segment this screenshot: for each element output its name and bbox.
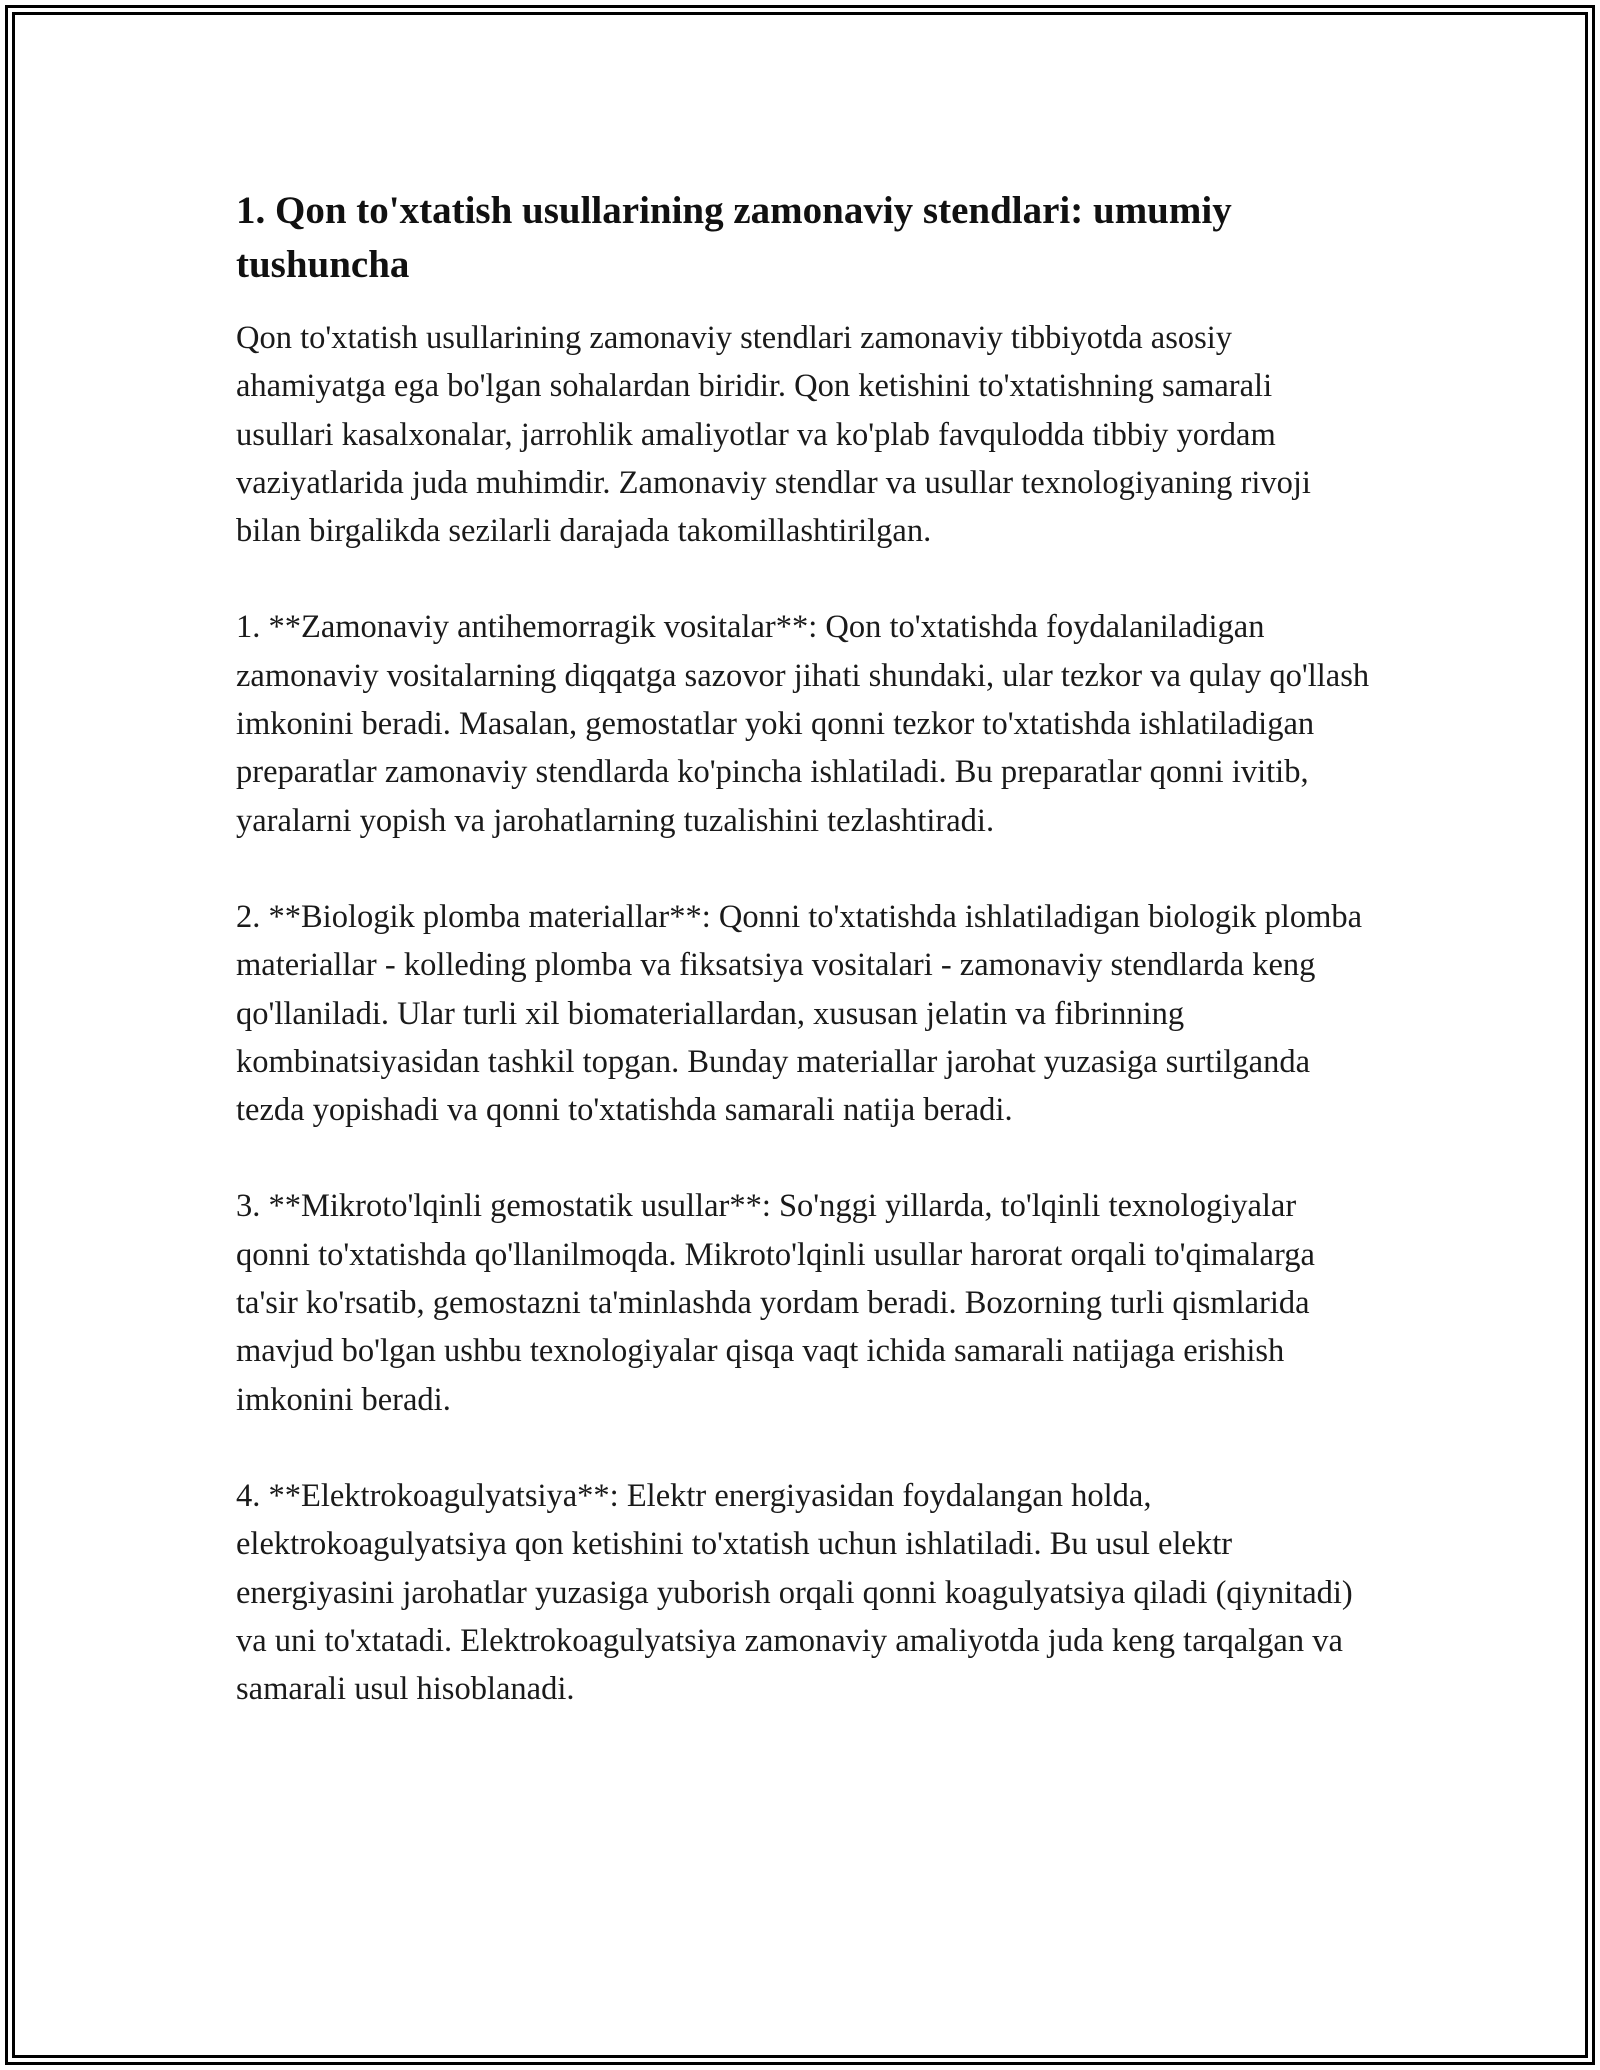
list-item-antihemorrhagic: 1. **Zamonaviy antihemorragik vositalar**: Qon to'xtatishda foydalaniladigan zamonaviy vositalarning diqqatga sazovor jihati shundaki, ular tezkor va qulay qo'llash imkonini beradi. Masalan, gemostatlar yoki qonni tezkor to'xtatishda ishlatiladigan preparatlar zamonaviy stendlarda ko'pincha ishlatiladi. Bu preparatlar qonni ivitib, yaralarni yopish va jarohatlarning tuzalishini tezlashtiradi. [236,609,1370,839]
section-heading: 1. Qon to'xtatish usullarining zamonaviy stendlari: umumiy tushuncha [236,189,1232,286]
intro-paragraph: Qon to'xtatish usullarining zamonaviy stendlari zamonaviy tibbiyotda asosiy ahamiyatga ega bo'lgan sohalardan biridir. Qon ketishini to'xtatishning samarali usullari kasalxonalar, jarrohlik amaliyotlar va ko'plab favqulodda tibbiy yordam vaziyatlarida juda muhimdir. Zamonaviy stendlar va usullar texnologiyaning rivoji bilan birgalikda sezilarli darajada takomillashtirilgan. [236,320,1311,550]
list-item-microwave: 3. **Mikroto'lqinli gemostatik usullar**: So'nggi yillarda, to'lqinli texnologiyalar qonni to'xtatishda qo'llanilmoqda. Mikroto'lqinli usullar harorat orqali to'qimalarga ta'sir ko'rsatib, gemostazni ta'minlashda yordam beradi. Bozorning turli qismlarida mavjud bo'lgan ushbu texnologiyalar qisqa vaqt ichida samarali natijaga erishish imkonini beradi. [236,1188,1315,1418]
list-item-electrocoagulation: 4. **Elektrokoagulyatsiya**: Elektr energiyasidan foydalangan holda, elektrokoagulyatsiya qon ketishini to'xtatish uchun ishlatiladi. Bu usul elektr energiyasini jarohatlar yuzasiga yuborish orqali qonni koagulyatsiya qiladi (qiynitadi) va uni to'xtatadi. Elektrokoagulyatsiya zamonaviy amaliyotda juda keng tarqalgan va samarali usul hisoblanadi. [236,1477,1353,1708]
document-body [236,184,1376,1761]
list-item-biologic-plomba: 2. **Biologik plomba materiallar**: Qonni to'xtatishda ishlatiladigan biologik plomba materiallar - kolleding plomba va fiksatsiya vositalari - zamonaviy stendlarda keng qo'llaniladi. Ular turli xil biomateriallardan, xususan jelatin va fibrinning kombinatsiyasidan tashkil topgan. Bunday materiallar jarohat yuzasiga surtilganda tezda yopishadi va qonni to'xtatishda samarali natija beradi. [236,898,1363,1129]
